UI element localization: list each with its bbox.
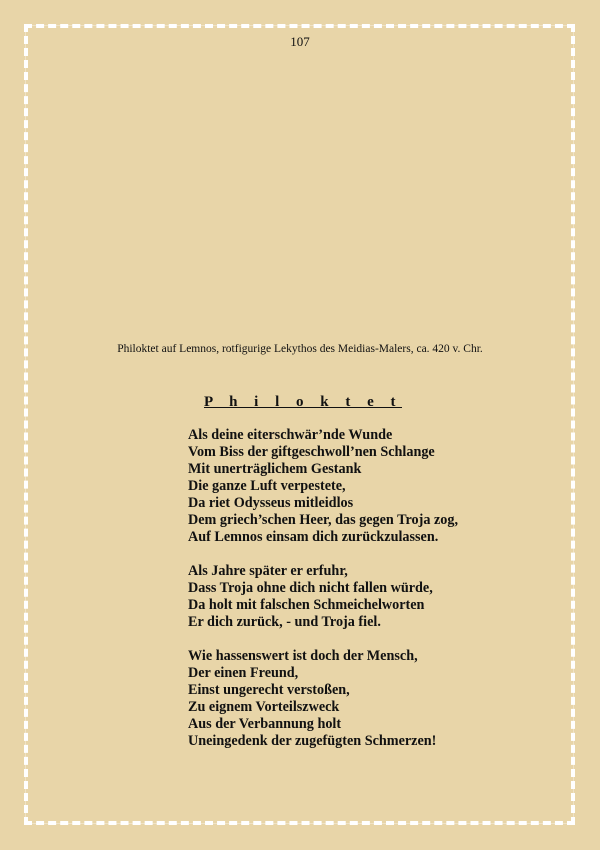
poem-line: Der einen Freund, [188,665,299,681]
poem-line: Aus der Verbannung holt [188,716,342,732]
poem-line: Da riet Odysseus mitleidlos [188,495,354,511]
poem-line: Als Jahre später er erfuhr, [188,563,348,579]
poem-line: Dass Troja ohne dich nicht fallen würde, [188,580,433,596]
poem-line: Mit unerträglichem Gestank [188,461,362,477]
poem-title: P h i l o k t e t [203,394,402,410]
poem-line: Er dich zurück, - und Troja fiel. [188,614,381,630]
poem-line: Einst ungerecht verstoßen, [188,682,350,698]
poem-line: Die ganze Luft verpestete, [188,478,346,494]
poem-line: Uneingedenk der zugefügten Schmerzen! [188,733,437,749]
poem-line: Als deine eiterschwär’nde Wunde [188,427,393,443]
poem-stanza-3 [188,648,578,750]
poem-line: Wie hassenswert ist doch der Mensch, [188,648,418,664]
poem-line: Zu eignem Vorteilszweck [188,699,340,715]
poem-line: Da holt mit falschen Schmeichelworten [188,597,425,613]
poem-body [188,427,578,767]
poem-line: Vom Biss der giftgeschwoll’nen Schlange [188,444,435,460]
poem-line: Auf Lemnos einsam dich zurückzulassen. [188,529,439,545]
poem-line: Dem griech’schen Heer, das gegen Troja zog, [188,512,459,528]
image-caption: Philoktet auf Lemnos, rotfigurige Lekythos des Meidias-Malers, ca. 420 v. Chr. [117,343,483,355]
poem-stanza-1 [188,427,578,546]
poem-stanza-2 [188,563,578,631]
page-number: 107 [290,34,310,49]
